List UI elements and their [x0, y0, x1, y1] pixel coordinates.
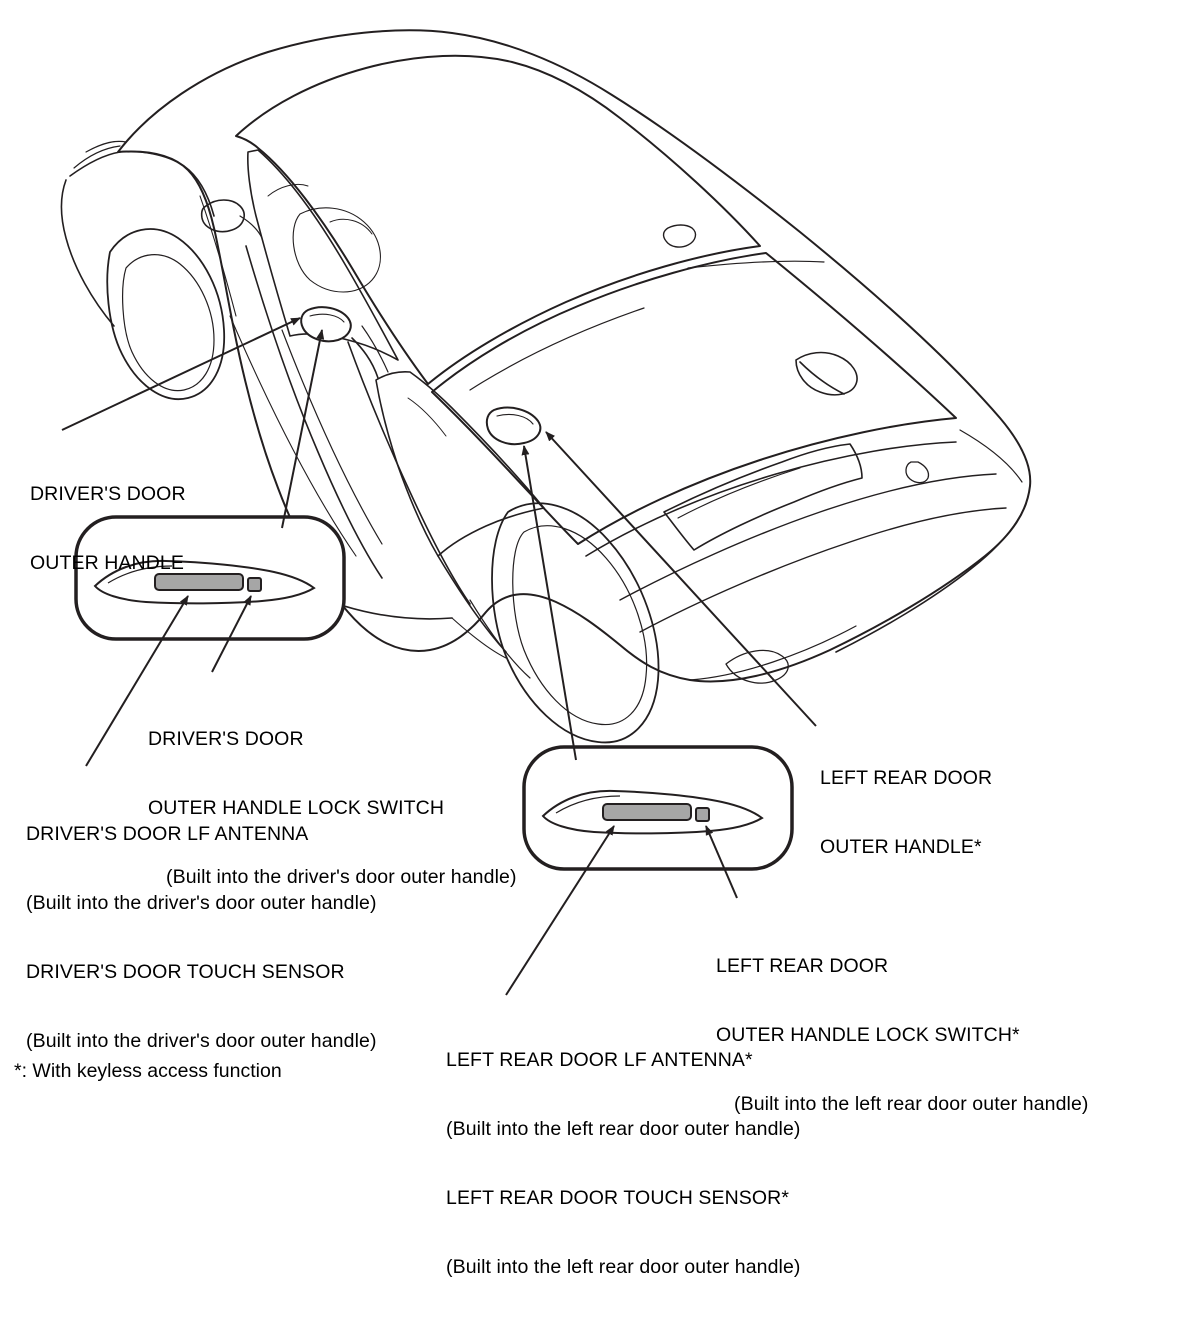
label-line: LEFT REAR DOOR LF ANTENNA*: [446, 1049, 753, 1071]
label-line: (Built into the left rear door outer handle): [734, 1093, 1089, 1115]
label-line: DRIVER'S DOOR: [148, 728, 304, 750]
label-line: OUTER HANDLE*: [820, 836, 982, 858]
label-line: (Built into the driver's door outer handle): [26, 892, 377, 914]
label-line: OUTER HANDLE: [30, 552, 184, 574]
label-line: OUTER HANDLE LOCK SWITCH*: [716, 1024, 1020, 1046]
label-drivers-door-lf-antenna: [26, 777, 377, 1099]
left-rear-handle-lock-switch: [696, 808, 709, 821]
label-left-rear-door-lf-antenna: [446, 1003, 801, 1325]
label-line: LEFT REAR DOOR: [820, 767, 993, 789]
label-line: (Built into the driver's door outer handle): [26, 1030, 377, 1052]
label-line: OUTER HANDLE LOCK SWITCH: [148, 797, 445, 819]
label-line: LEFT REAR DOOR TOUCH SENSOR*: [446, 1187, 790, 1209]
label-line: (Built into the left rear door outer handle): [446, 1256, 801, 1278]
label-line: (Built into the driver's door outer handle): [166, 866, 517, 888]
label-line: (Built into the left rear door outer handle): [446, 1118, 801, 1140]
label-line: DRIVER'S DOOR: [30, 483, 186, 505]
left-rear-handle-antenna-bar: [603, 804, 691, 820]
label-left-rear-door-outer-handle: [820, 721, 992, 905]
footnote-keyless-access: *: With keyless access function: [14, 1060, 282, 1082]
label-line: DRIVER'S DOOR TOUCH SENSOR: [26, 961, 345, 983]
label-line: DRIVER'S DOOR LF ANTENNA: [26, 823, 309, 845]
label-drivers-door-outer-handle: [30, 437, 186, 621]
detail-callout-left-rear-handle: [524, 747, 792, 869]
drivers-handle-lock-switch: [248, 578, 261, 591]
label-line: LEFT REAR DOOR: [716, 955, 889, 977]
